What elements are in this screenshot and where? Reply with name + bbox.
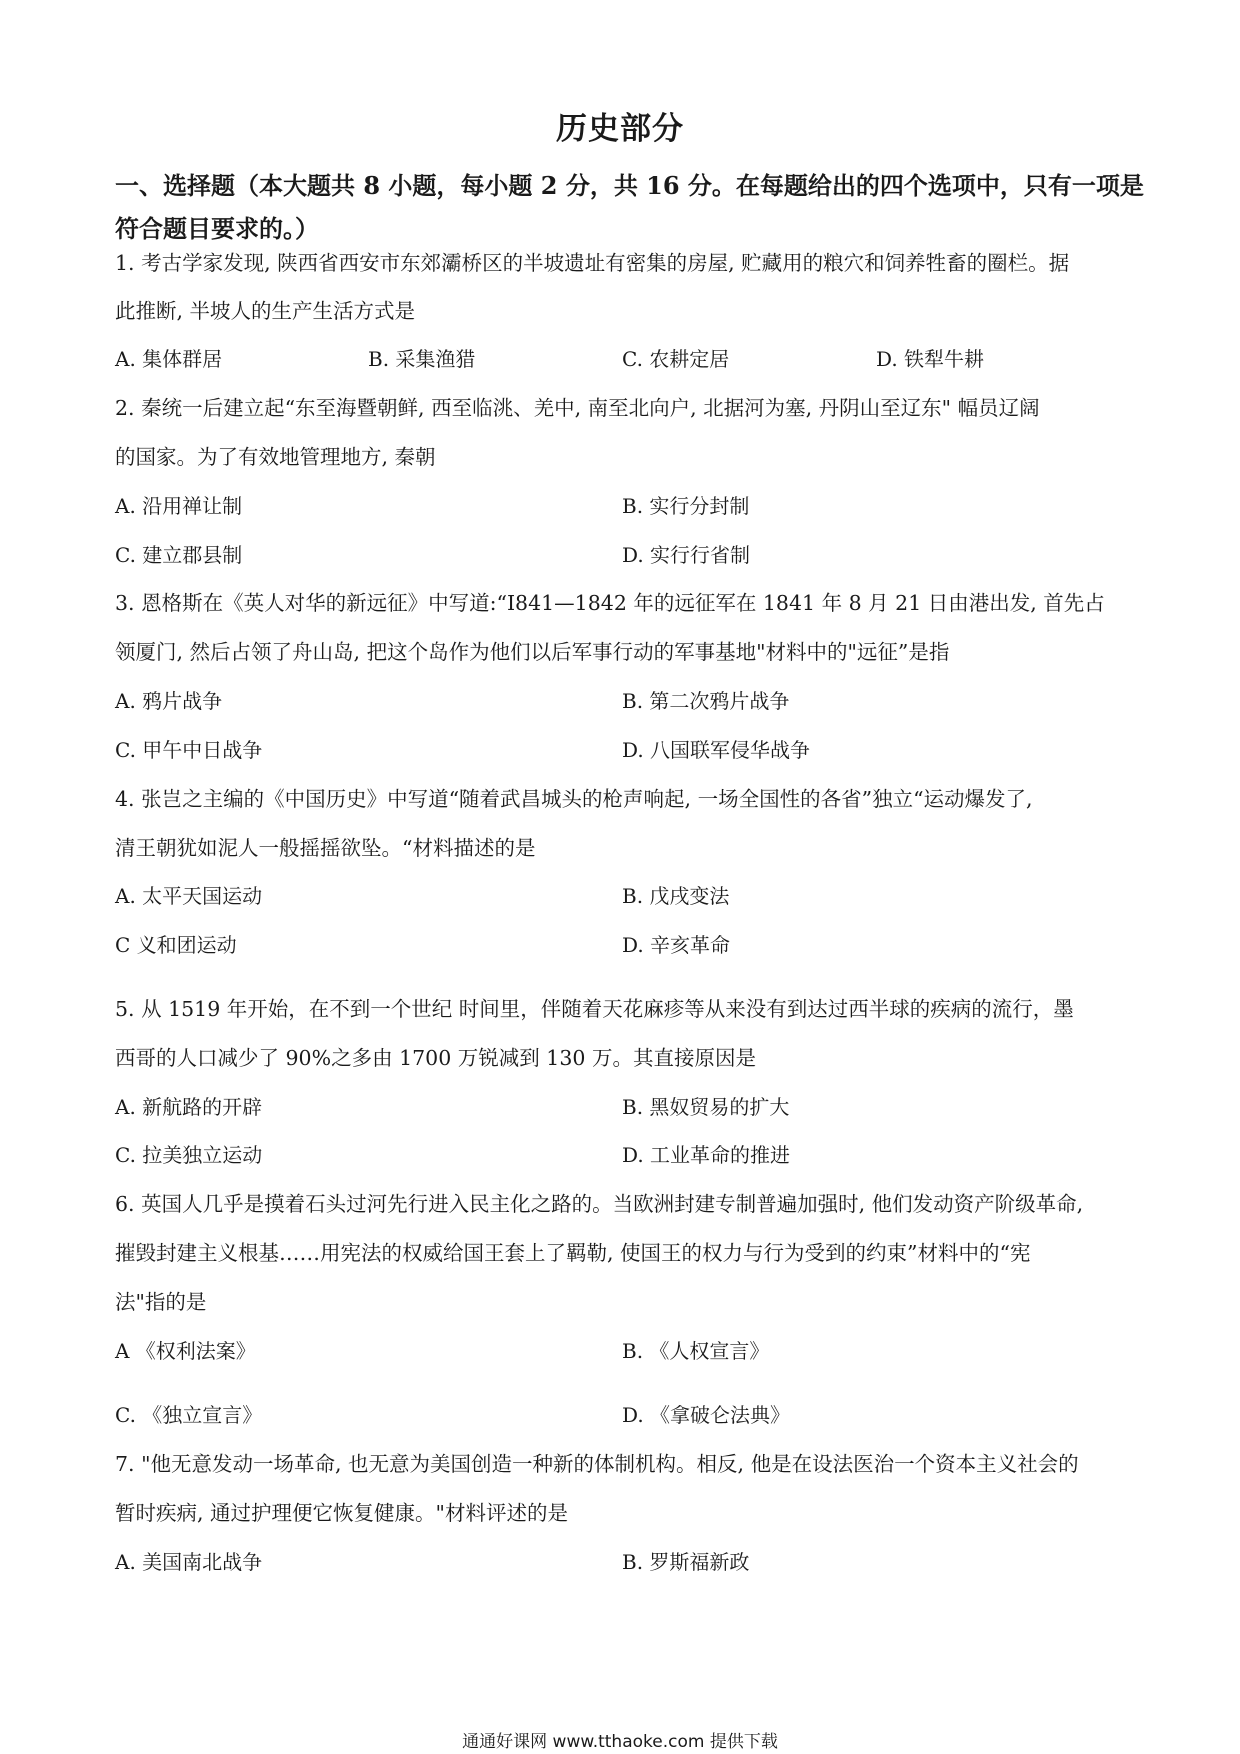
question-3-line-1: 3. 恩格斯在《英人对华的新远征》中写道:“I841—1842 年的远征军在 1841 年 8 月 21 日由港出发, 首先占 <box>115 591 1105 615</box>
question-3-option-c: C. 甲午中日战争 <box>115 738 263 762</box>
question-6-line-3: 法"指的是 <box>115 1290 207 1314</box>
question-2-option-c: C. 建立郡县制 <box>115 543 243 567</box>
page-title: 历史部分 <box>556 111 684 147</box>
question-5-option-a: A. 新航路的开辟 <box>115 1095 263 1119</box>
question-4-option-b: B. 戊戌变法 <box>622 884 730 908</box>
question-5-option-b: B. 黑奴贸易的扩大 <box>622 1095 790 1119</box>
question-5-option-d: D. 工业革命的推进 <box>622 1143 791 1167</box>
question-5-line-2: 西哥的人口减少了 90%之多由 1700 万锐减到 130 万。其直接原因是 <box>115 1046 756 1070</box>
question-2-line-1: 2. 秦统一后建立起“东至海暨朝鲜, 西至临洮、羌中, 南至北向户, 北据河为塞, 丹阴山至辽东" 幅员辽阔 <box>115 396 1040 420</box>
question-1-option-d: D. 铁犁牛耕 <box>876 347 985 371</box>
question-2-option-a: A. 沿用禅让制 <box>115 494 243 518</box>
question-1-line-1: 1. 考古学家发现, 陕西省西安市东郊灞桥区的半坡遗址有密集的房屋, 贮藏用的粮穴和饲养牲畜的圈栏。据 <box>115 251 1070 275</box>
question-5-line-1: 5. 从 1519 年开始，在不到一个世纪 时间里，伴随着天花麻疹等从来没有到达过西半球的疾病的流行，墨 <box>115 997 1074 1021</box>
question-4-option-a: A. 太平天国运动 <box>115 884 263 908</box>
question-3-option-a: A. 鸦片战争 <box>115 689 223 713</box>
question-3-line-2: 领厦门, 然后占领了舟山岛, 把这个岛作为他们以后军事行动的军事基地"材料中的"远征”是指 <box>115 640 950 664</box>
question-7-line-1: 7. "他无意发动一场革命, 也无意为美国创造一种新的体制机构。相反, 他是在设法医治一个资本主义社会的 <box>115 1452 1079 1476</box>
question-7-option-b: B. 罗斯福新政 <box>622 1550 750 1574</box>
question-4-option-c: C 义和团运动 <box>115 933 237 957</box>
question-4-option-d: D. 辛亥革命 <box>622 933 731 957</box>
question-6-option-b: B. 《人权宣言》 <box>622 1339 770 1363</box>
question-4-line-1: 4. 张岂之主编的《中国历史》中写道“随着武昌城头的枪声响起, 一场全国性的各省”独立“运动爆发了, <box>115 787 1033 811</box>
question-1-option-c: C. 农耕定居 <box>622 347 730 371</box>
section-heading: 一、选择题（本大题共 8 小题，每小题 2 分，共 16 分。在每题给出的四个选项中，只有一项是符合题目要求的。） <box>115 171 1144 243</box>
question-4-line-2: 清王朝犹如泥人一般摇摇欲坠。“材料描述的是 <box>115 836 536 860</box>
question-1-option-a: A. 集体群居 <box>115 347 223 371</box>
question-2-option-b: B. 实行分封制 <box>622 494 750 518</box>
question-6-line-2: 摧毁封建主义根基……用宪法的权威给国王套上了羁勒, 使国王的权力与行为受到的约束”材料中的“宪 <box>115 1241 1031 1265</box>
question-6-option-c: C. 《独立宣言》 <box>115 1403 263 1427</box>
page-footer: 通通好课网 www.tthaoke.com 提供下载 <box>462 1732 778 1752</box>
question-6-line-1: 6. 英国人几乎是摸着石头过河先行进入民主化之路的。当欧洲封建专制普遍加强时, 他们发动资产阶级革命, <box>115 1192 1084 1216</box>
question-2-option-d: D. 实行行省制 <box>622 543 751 567</box>
question-3-option-d: D. 八国联军侵华战争 <box>622 738 811 762</box>
question-6-option-a: A 《权利法案》 <box>115 1339 256 1363</box>
question-1-option-b: B. 采集渔猎 <box>368 347 476 371</box>
question-7-line-2: 暂时疾病, 通过护理便它恢复健康。"材料评述的是 <box>115 1501 568 1525</box>
question-5-option-c: C. 拉美独立运动 <box>115 1143 263 1167</box>
question-6-option-d: D. 《拿破仑法典》 <box>622 1403 791 1427</box>
question-3-option-b: B. 第二次鸦片战争 <box>622 689 790 713</box>
question-1-line-2: 此推断, 半坡人的生产生活方式是 <box>115 299 416 323</box>
question-2-line-2: 的国家。为了有效地管理地方, 秦朝 <box>115 445 436 469</box>
question-7-option-a: A. 美国南北战争 <box>115 1550 263 1574</box>
